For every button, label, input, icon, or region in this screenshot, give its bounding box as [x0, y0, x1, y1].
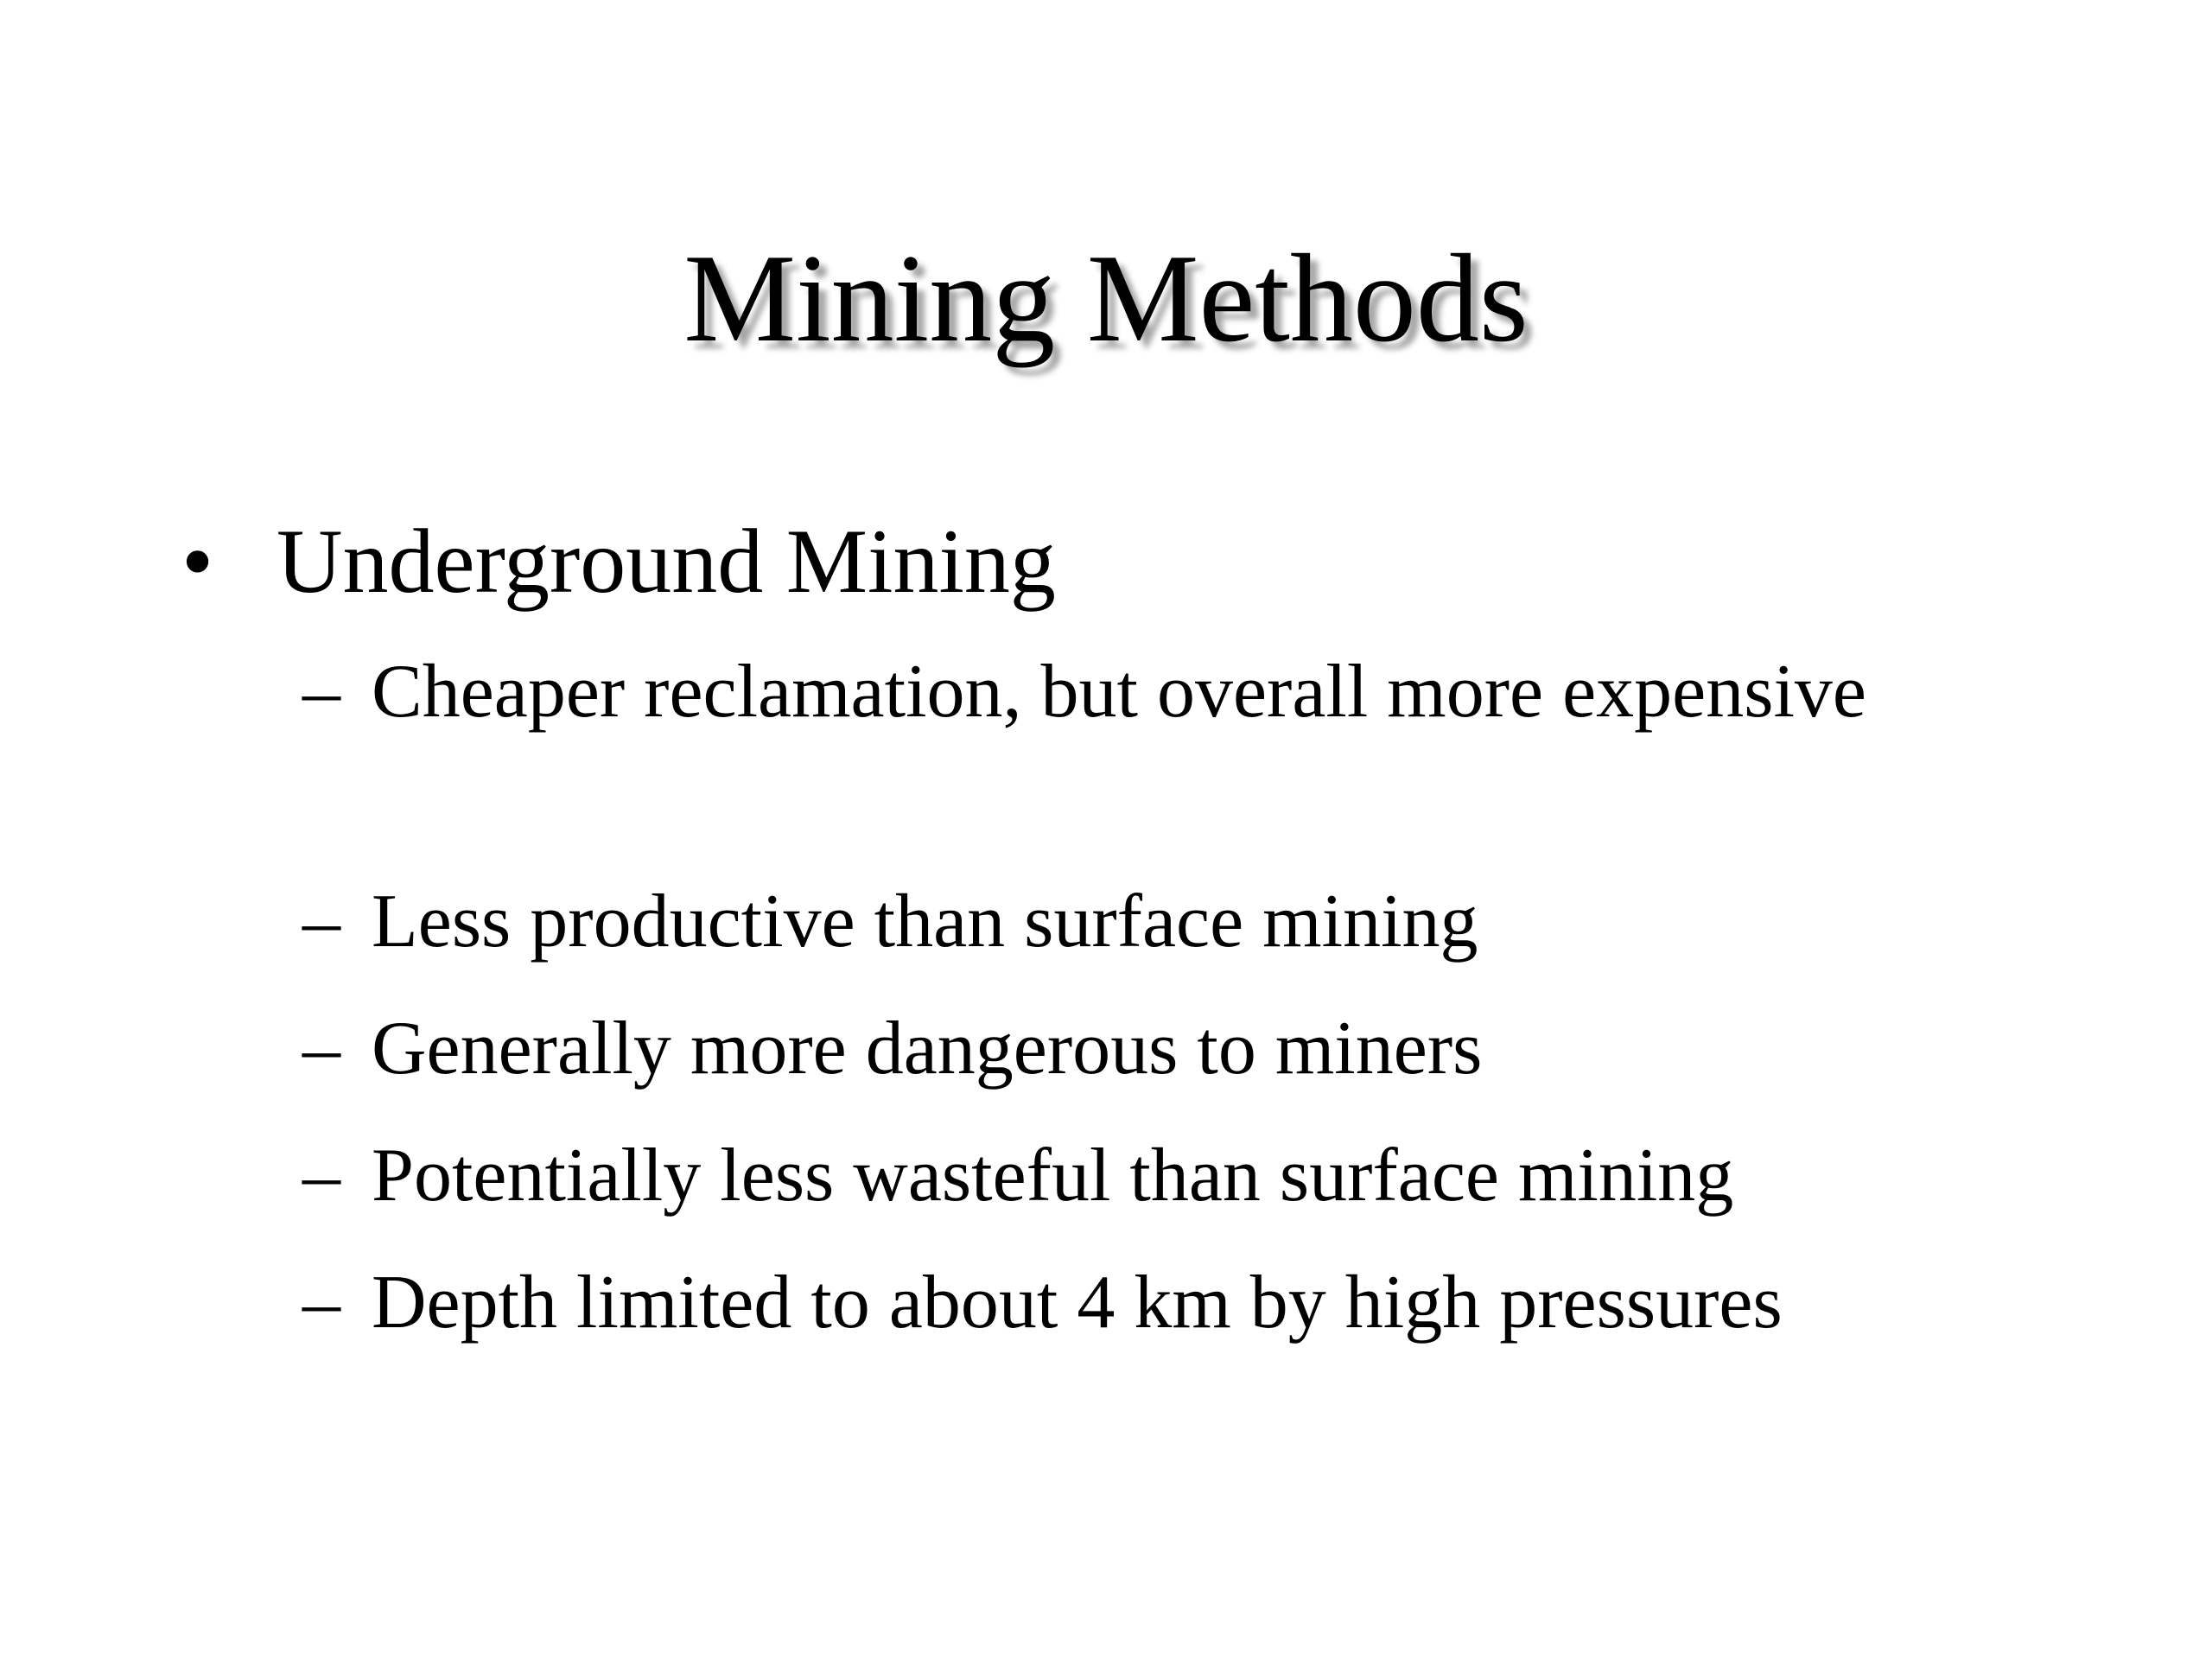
sub-item	[302, 641, 2082, 743]
sub-item-text: Generally more dangerous to miners	[372, 1007, 1483, 1090]
sub-item	[302, 1125, 2082, 1227]
sub-item-text: Depth limited to about 4 km by high pressures	[372, 1261, 1783, 1344]
bullet-label: Underground Mining	[276, 511, 1056, 612]
dash-marker: –	[302, 1261, 340, 1344]
sub-item	[302, 1252, 2082, 1354]
bullet-item	[181, 505, 2082, 618]
slide-title: Mining Methods	[683, 228, 1529, 368]
sub-item-text: Less productive than surface mining	[372, 880, 1478, 963]
sub-item	[302, 871, 2082, 973]
dash-marker: –	[302, 1134, 340, 1217]
dash-marker: –	[302, 650, 340, 734]
sub-item-text: Cheaper reclamation, but overall more expensive	[372, 650, 1866, 734]
sub-item-text: Potentially less wasteful than surface mining	[372, 1134, 1734, 1217]
bullet-marker: •	[181, 511, 214, 612]
sub-item	[302, 998, 2082, 1100]
dash-marker: –	[302, 1007, 340, 1090]
dash-marker: –	[302, 880, 340, 963]
